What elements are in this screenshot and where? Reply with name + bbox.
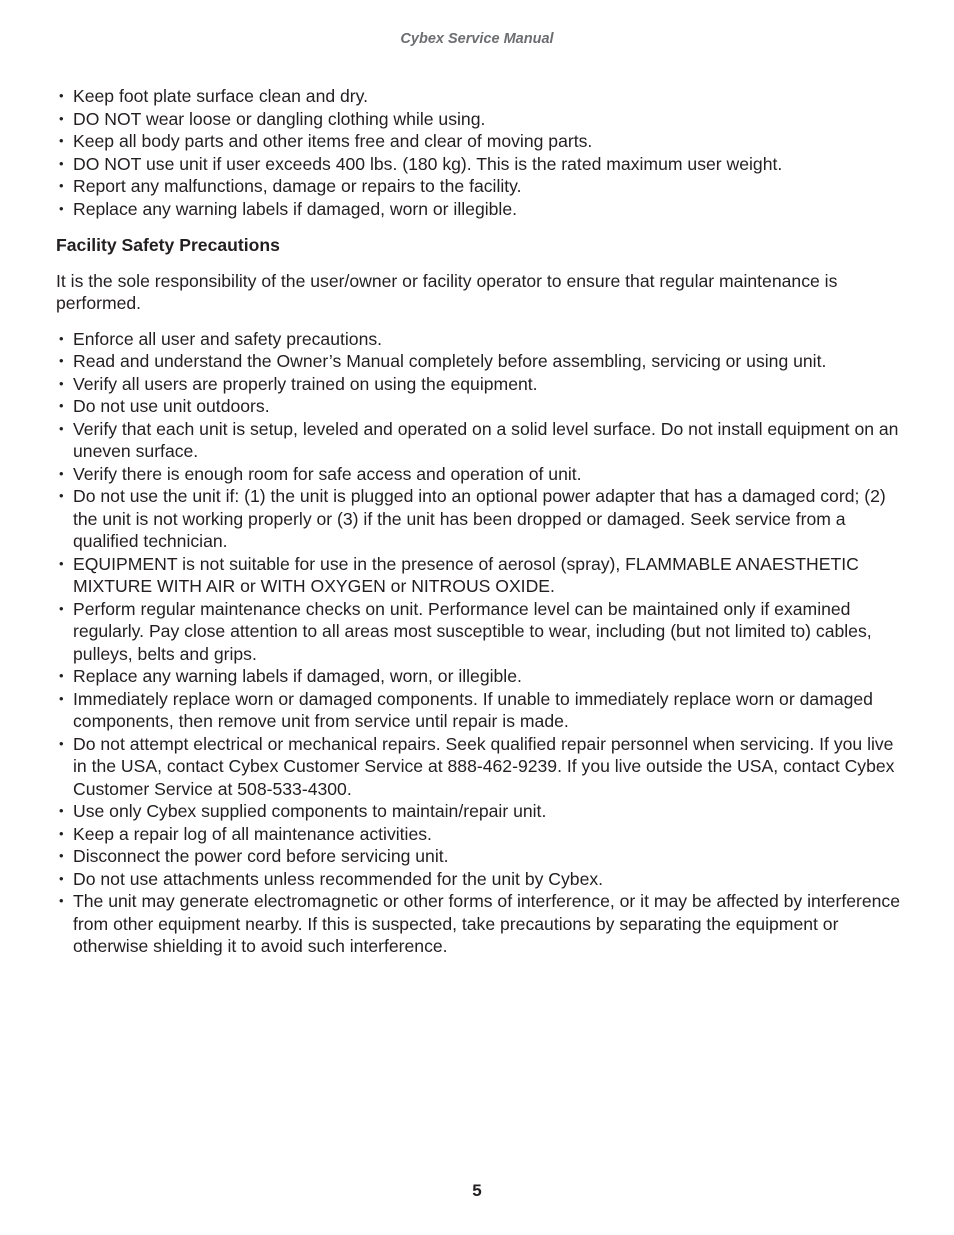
list-item — [56, 373, 906, 396]
list-item — [56, 800, 906, 823]
list-item-text: DO NOT use unit if user exceeds 400 lbs. (180 kg). This is the rated maximum user weight. — [73, 153, 783, 174]
bullet-icon: • — [59, 353, 64, 368]
list-item-text: Enforce all user and safety precautions. — [73, 328, 383, 349]
list-item — [56, 890, 906, 958]
list-item-text: Keep a repair log of all maintenance activities. — [73, 823, 432, 844]
list-item — [56, 598, 906, 666]
list-item-text: Keep all body parts and other items free and clear of moving parts. — [73, 131, 593, 151]
bullet-icon: • — [59, 110, 64, 126]
bullet-icon: • — [59, 88, 64, 103]
running-header: Cybex Service Manual — [400, 31, 554, 47]
bullet-icon: • — [59, 178, 64, 193]
section-intro: It is the sole responsibility of the user/owner or facility operator to ensure that regular maintenance is performed. — [56, 270, 838, 313]
bullet-icon: • — [59, 668, 64, 683]
list-item-text: Do not use the unit if: (1) the unit is plugged into an optional power adapter that has a damaged cord; (2) the unit is not working properly or (3) if the unit has been dropped or damaged. Seek service from a qualified technician. — [73, 486, 886, 551]
list-item — [56, 198, 906, 221]
list-item — [56, 108, 906, 131]
bullet-icon: • — [59, 375, 64, 391]
facility-precautions-list — [56, 328, 906, 958]
list-item-text: Replace any warning labels if damaged, worn or illegible. — [73, 198, 518, 219]
list-item-text: EQUIPMENT is not suitable for use in the presence of aerosol (spray), FLAMMABLE ANAESTHETIC MIXTURE WITH AIR or WITH OXYGEN or NITROUS OXIDE. — [73, 553, 859, 596]
list-item-text: Keep foot plate surface clean and dry. — [73, 86, 369, 106]
list-item-text: Do not attempt electrical or mechanical repairs. Seek qualified repair personnel when servicing. If you live in the USA, contact Cybex Customer Service at 888-462-9239. If you live outside the USA, contact Cybex Customer Service at 508-533-4300. — [73, 733, 895, 799]
list-item — [56, 733, 906, 801]
bullet-icon: • — [59, 155, 64, 171]
list-item — [56, 868, 906, 891]
bullet-icon: • — [59, 870, 64, 886]
list-item — [56, 485, 906, 553]
list-item — [56, 418, 906, 463]
list-item — [56, 463, 906, 486]
list-item-text: Do not use unit outdoors. — [73, 396, 270, 416]
page-number: 5 — [472, 1181, 482, 1200]
bullet-icon: • — [59, 420, 64, 436]
list-item — [56, 350, 906, 373]
list-item-text: Verify there is enough room for safe access and operation of unit. — [73, 463, 582, 484]
bullet-icon: • — [59, 398, 64, 413]
list-item-text: Perform regular maintenance checks on unit. Performance level can be maintained only if examined regularly. Pay close attention to all areas most susceptible to wear, including (but not limited to) cables, pulleys, belts and grips. — [73, 598, 872, 664]
list-item — [56, 328, 906, 351]
list-item — [56, 553, 906, 598]
list-item — [56, 175, 906, 198]
bullet-icon: • — [59, 488, 64, 503]
list-item-text: Immediately replace worn or damaged components. If unable to immediately replace worn or damaged components, then remove unit from service until repair is made. — [73, 688, 873, 731]
list-item — [56, 845, 906, 868]
bullet-icon: • — [59, 893, 64, 908]
bullet-icon: • — [59, 600, 64, 616]
bullet-icon: • — [59, 330, 64, 346]
list-item-text: Do not use attachments unless recommended for the unit by Cybex. — [73, 868, 604, 889]
bullet-icon: • — [59, 848, 64, 863]
list-item-text: Report any malfunctions, damage or repairs to the facility. — [73, 176, 522, 196]
list-item-text: DO NOT wear loose or dangling clothing while using. — [73, 108, 486, 129]
list-item — [56, 153, 906, 176]
bullet-icon: • — [59, 825, 64, 841]
list-item — [56, 85, 906, 108]
section-heading: Facility Safety Precautions — [56, 235, 280, 255]
list-item — [56, 688, 906, 733]
list-item — [56, 395, 906, 418]
bullet-icon: • — [59, 133, 64, 148]
bullet-icon: • — [59, 555, 64, 571]
list-item-text: The unit may generate electromagnetic or other forms of interference, or it may be affected by interference from other equipment nearby. If this is suspected, take precautions by separating the equipment or otherwise shielding it to avoid such interference. — [73, 891, 901, 956]
bullet-icon: • — [59, 690, 64, 706]
list-item-text: Disconnect the power cord before servicing unit. — [73, 846, 449, 866]
list-item-text: Verify that each unit is setup, leveled and operated on a solid level surface. Do not install equipment on an uneven surface. — [73, 418, 899, 461]
bullet-icon: • — [59, 803, 64, 818]
list-item-text: Replace any warning labels if damaged, worn, or illegible. — [73, 666, 522, 686]
bullet-icon: • — [59, 465, 64, 481]
bullet-icon: • — [59, 735, 64, 751]
bullet-icon: • — [59, 200, 64, 216]
user-precautions-list — [56, 85, 906, 220]
page-content — [56, 85, 906, 958]
list-item-text: Read and understand the Owner’s Manual completely before assembling, servicing or using unit. — [73, 351, 827, 371]
list-item-text: Use only Cybex supplied components to maintain/repair unit. — [73, 801, 547, 821]
list-item — [56, 823, 906, 846]
list-item — [56, 130, 906, 153]
list-item-text: Verify all users are properly trained on using the equipment. — [73, 373, 538, 394]
list-item — [56, 665, 906, 688]
